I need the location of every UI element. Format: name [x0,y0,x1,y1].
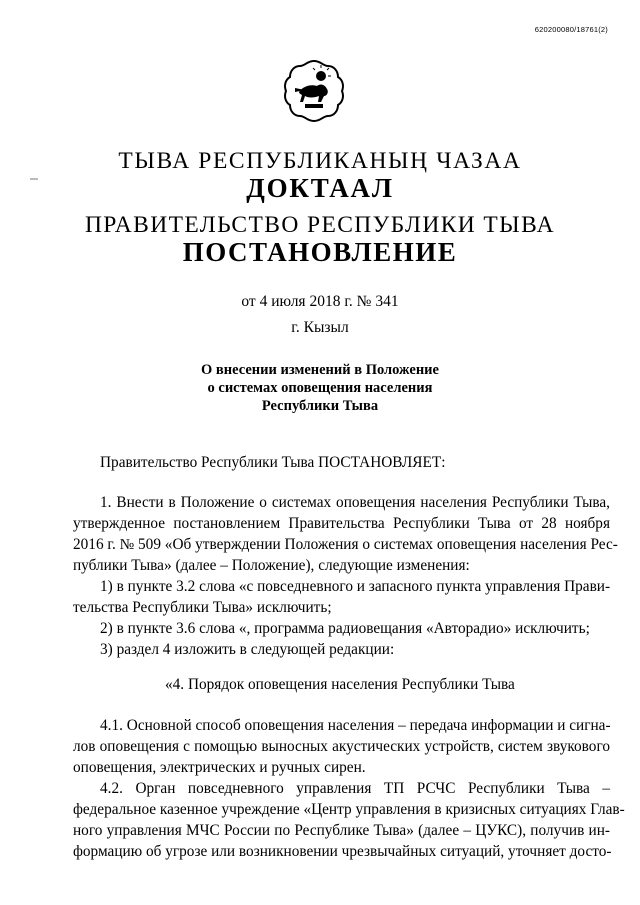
paragraph-1-line-1: 1. Внести в Положение о системах оповещения населения Республики Тыва, [100,494,610,511]
paragraph-4-2-line-4: формацию об угрозе или возникновении чрезвычайных ситуаций, уточняет досто- [73,843,612,860]
item-1-line-2: тельства Республики Тыва» исключить; [73,599,332,616]
header-russian-document-type: ПОСТАНОВЛЕНИЕ [182,237,458,267]
paragraph-4-2-line-1: 4.2. Орган повседневного управления ТП РСЧС Республики Тыва – [100,780,610,797]
document-title-line-1: О внесении изменений в Положение [201,362,439,378]
section-4-heading: «4. Порядок оповещения населения Республики Тыва [165,676,515,693]
preamble: Правительство Республики Тыва ПОСТАНОВЛЯЕТ: [100,454,446,471]
paragraph-4-2-line-3: ного управления МЧС России по Республике Тыва» (далее – ЦУКС), получив ин- [73,822,610,839]
header-russian-government: ПРАВИТЕЛЬСТВО РЕСПУБЛИКИ ТЫВА [84,212,556,238]
tuva-emblem-icon [281,58,347,124]
item-3: 3) раздел 4 изложить в следующей редакции: [100,641,395,658]
document-title-line-3: Республики Тыва [261,398,379,414]
paragraph-4-1-line-3: оповещения, электрических и ручных сирен. [73,759,366,776]
paragraph-1-line-4: публики Тыва» (далее – Положение), следующие изменения: [73,557,470,574]
item-1-line-1: 1) в пункте 3.2 слова «с повседневного и запасного пункта управления Прави- [100,578,611,595]
header-tuvan-document-type: ДОКТААЛ [246,173,394,203]
item-2: 2) в пункте 3.6 слова «, программа радиовещания «Авторадио» исключить; [100,620,590,637]
document-registration-number: 620200080/18761(2) [534,25,608,34]
paragraph-4-1-line-2: лов оповещения с помощью выносных акустических устройств, систем звукового [73,738,610,755]
paragraph-1-line-2: утвержденное постановлением Правительства Республики Тыва от 28 ноября [73,515,610,532]
document-title-line-2: о системах оповещения населения [207,380,433,396]
paragraph-1-line-3: 2016 г. № 509 «Об утверждении Положения о системах оповещения населения Рес- [73,536,618,553]
document-city: г. Кызыл [291,319,349,336]
document-date-number: от 4 июля 2018 г. № 341 [241,293,399,310]
header-tuvan-government: ТЫВА РЕСПУБЛИКАНЫҢ ЧАЗАА [118,148,522,174]
paragraph-4-1-line-1: 4.1. Основной способ оповещения населения – передача информации и сигна- [100,717,611,734]
paragraph-4-2-line-2: федеральное казенное учреждение «Центр управления в кризисных ситуациях Глав- [73,801,625,818]
